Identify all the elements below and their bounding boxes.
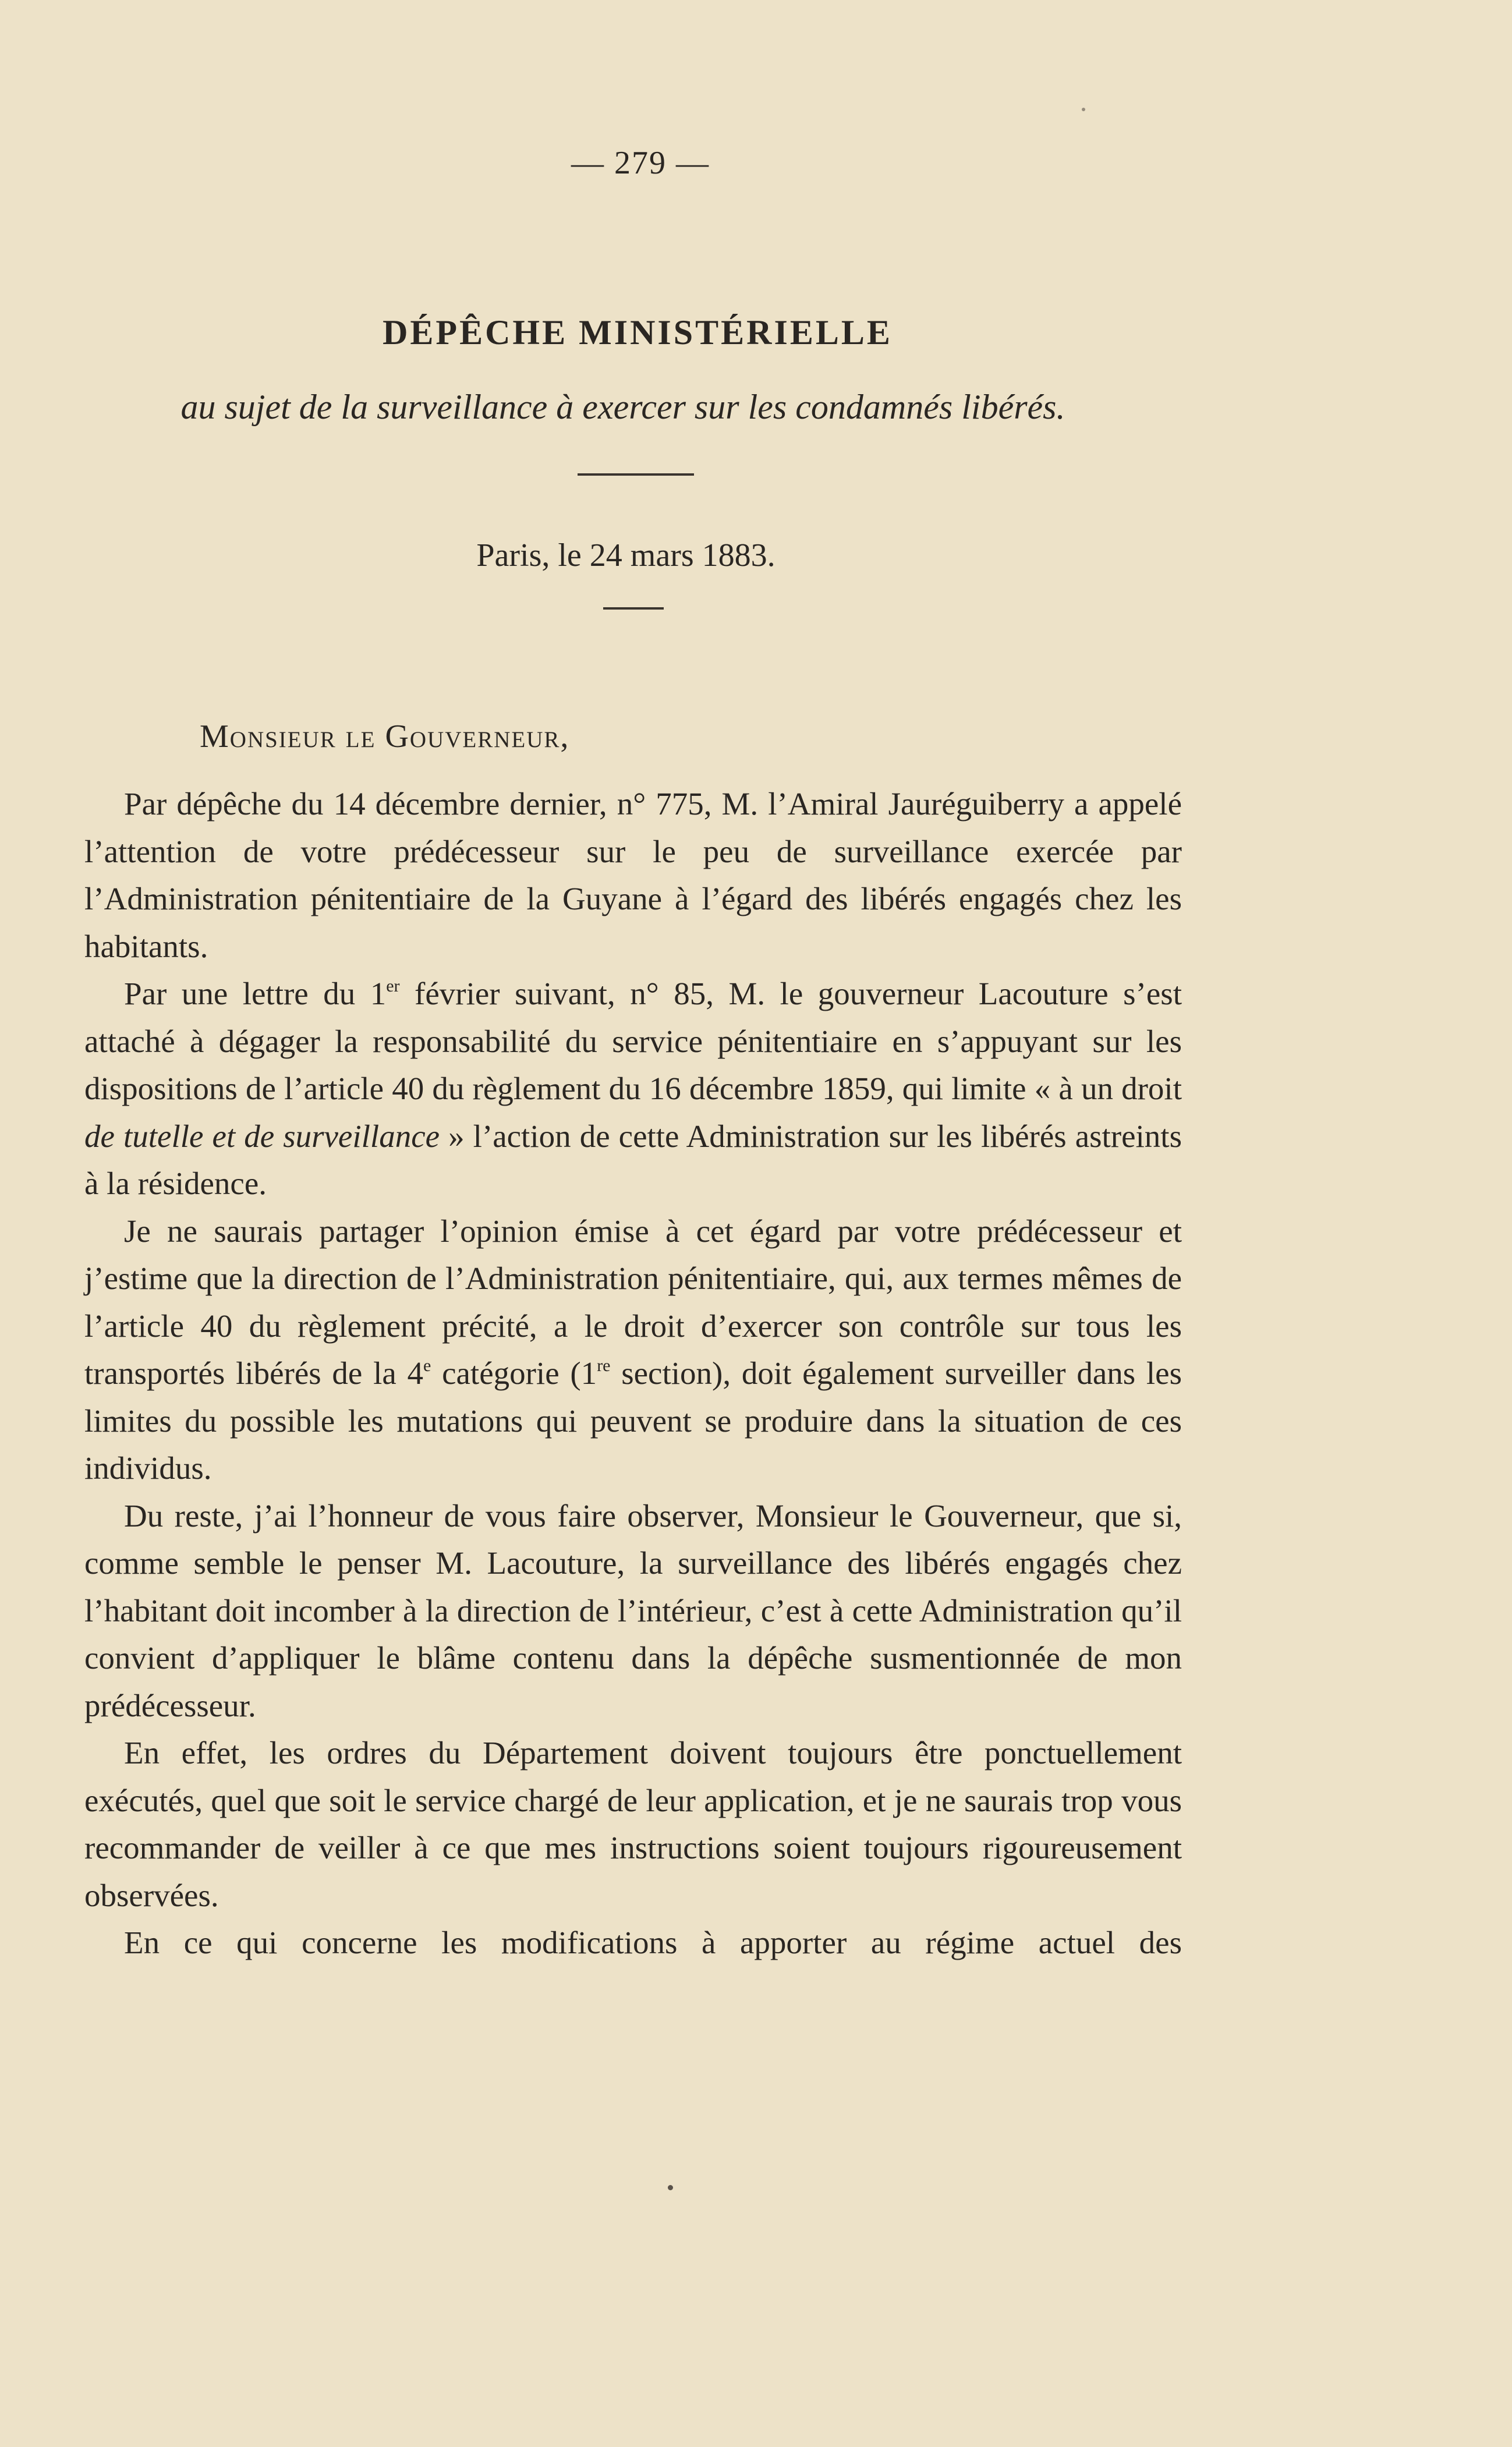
dateline: Paris, le 24 mars 1883.	[476, 537, 776, 573]
document-title: DÉPÊCHE MINISTÉRIELLE	[383, 313, 893, 352]
paragraph-1: Par dépêche du 14 décembre dernier, n° 775, M. l’Amiral Jauréguiberry a appelé l’attention de votre prédécesseur sur le peu de surveillance exercée par l’Administration pénitentiaire de la Guyane à l’égard des libérés engagés chez les habitants.	[84, 786, 1182, 964]
separator-rule	[578, 473, 694, 476]
letter-body	[84, 780, 1182, 1967]
paragraph-5: En effet, les ordres du Département doivent toujours être ponctuellement exécutés, quel que soit le service chargé de leur application, et je ne saurais trop vous recommander de veiller à ce que mes instructions soient toujours rigoureusement observées.	[84, 1735, 1182, 1913]
salutation: Monsieur le Gouverneur,	[200, 718, 570, 755]
separator-rule-short	[603, 607, 664, 610]
paragraph-4: Du reste, j’ai l’honneur de vous faire observer, Monsieur le Gouverneur, que si, comme semble le penser M. Lacouture, la surveillance des libérés engagés chez l’habitant doit incomber à la direction de l’intérieur, c’est à cette Administration qu’il convient d’appliquer le blâme contenu dans la dépêche susmentionnée de mon prédécesseur.	[84, 1497, 1182, 1723]
paper-speck	[1082, 108, 1085, 111]
paragraph-6: En ce qui concerne les modifications à apporter au régime actuel des	[124, 1925, 1182, 1960]
page-number: — 279 —	[571, 145, 710, 181]
paragraph-3: Je ne saurais partager l’opinion émise à cet égard par votre prédécesseur et j’estime que la direction de l’Administration pénitentiaire, qui, aux termes mêmes de l’article 40 du règlement précité, a le droit d’exercer son contrôle sur tous les transportés libérés de la 4e catégorie (1re section), doit également surveiller dans les limites du possible les mutations qui peuvent se produire dans la situation de ces individus.	[84, 1213, 1182, 1486]
document-subtitle: au sujet de la surveillance à exercer sur les condamnés libérés.	[180, 388, 1065, 426]
paper-speck	[668, 2185, 673, 2190]
paragraph-2: Par une lettre du 1er février suivant, n° 85, M. le gouverneur Lacouture s’est attaché à dégager la responsabilité du service pénitentiaire en s’appuyant sur les dispositions de l’article 40 du règlement du 16 décembre 1859, qui limite « à un droit de tutelle et de surveillance » l’action de cette Administration sur les libérés astreints à la résidence.	[84, 976, 1182, 1201]
